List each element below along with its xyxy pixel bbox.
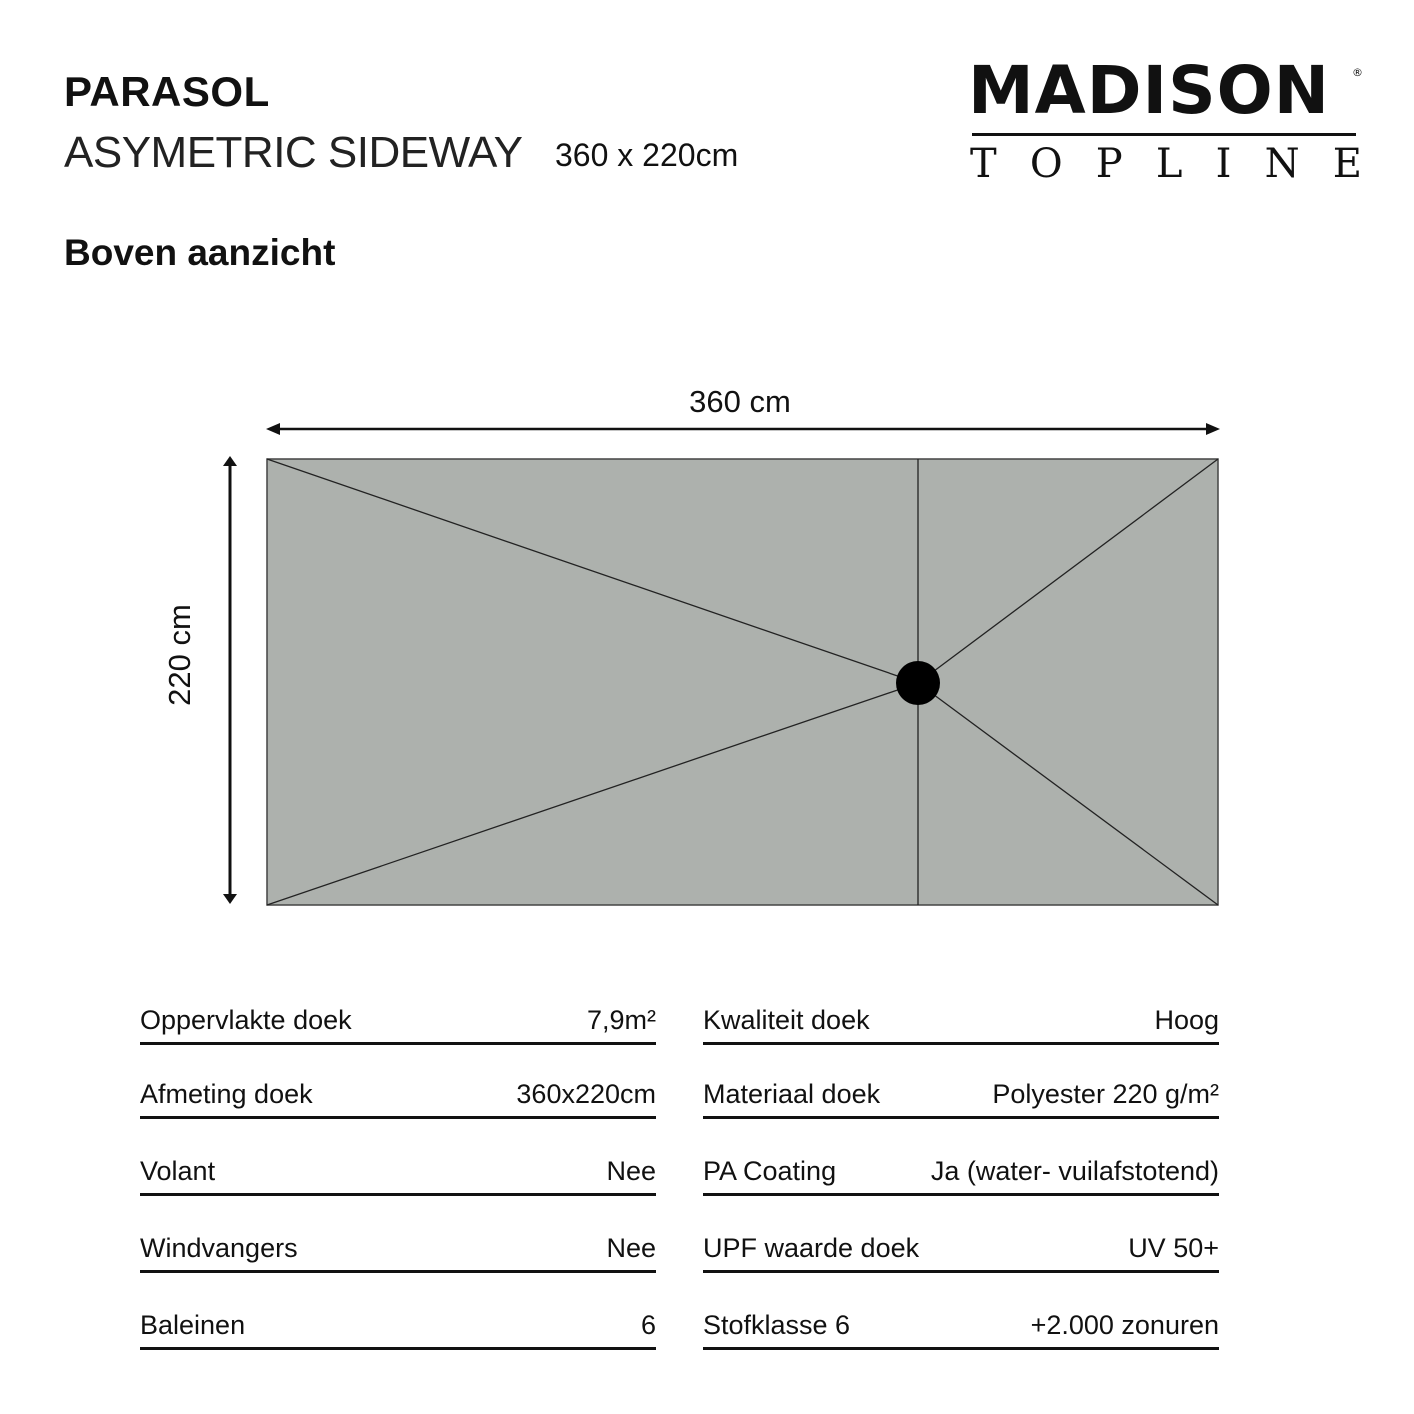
spec-row: [140, 995, 656, 1045]
spec-value: Nee: [606, 1233, 656, 1263]
tagline-letter: E: [1332, 141, 1362, 187]
spec-label: Stofklasse 6: [703, 1310, 851, 1340]
spec-value: UV 50+: [1128, 1233, 1219, 1263]
width-label: 360 cm: [689, 384, 791, 419]
spec-row: [703, 1146, 1219, 1196]
spec-label: PA Coating: [703, 1156, 837, 1186]
spec-value: 6: [640, 1310, 656, 1340]
width-dimension-arrow: [266, 423, 1220, 435]
product-subtitle: ASYMETRIC SIDEWAY: [64, 128, 523, 177]
tagline-letter: N: [1264, 141, 1300, 187]
spec-value: Nee: [606, 1156, 656, 1186]
brand-logo-name: MADISON: [968, 52, 1330, 129]
tagline-letter: P: [1095, 141, 1123, 187]
spec-row: [703, 995, 1219, 1045]
spec-value: Ja (water- vuilafstotend): [930, 1156, 1219, 1186]
spec-row: [703, 1300, 1219, 1350]
tagline-letter: I: [1215, 141, 1232, 187]
tagline-letter: L: [1155, 141, 1183, 187]
spec-row: [703, 1069, 1219, 1119]
spec-label: Volant: [140, 1156, 216, 1186]
spec-row: [140, 1223, 656, 1273]
spec-row: [703, 1223, 1219, 1273]
spec-value: Hoog: [1154, 1005, 1219, 1035]
product-title: PARASOL: [64, 68, 270, 115]
tagline-letter: O: [1029, 141, 1063, 187]
spec-label: UPF waarde doek: [703, 1233, 920, 1263]
product-size: 360 x 220cm: [555, 137, 739, 173]
height-label: 220 cm: [162, 604, 197, 706]
spec-label: Materiaal doek: [703, 1079, 881, 1109]
spec-row: [140, 1069, 656, 1119]
spec-row: [140, 1300, 656, 1350]
spec-label: Windvangers: [140, 1233, 298, 1263]
spec-value: 360x220cm: [516, 1079, 656, 1109]
pole-point: [896, 661, 940, 705]
tagline-letter: T: [970, 141, 997, 187]
spec-label: Kwaliteit doek: [703, 1005, 870, 1035]
section-title: Boven aanzicht: [64, 232, 336, 273]
spec-value: 7,9m²: [586, 1005, 656, 1035]
registered-mark: ®: [1352, 66, 1363, 79]
canopy: [267, 459, 1218, 905]
spec-value: Polyester 220 g/m²: [992, 1079, 1219, 1109]
height-dimension-arrow: [223, 456, 237, 904]
spec-label: Baleinen: [140, 1310, 246, 1340]
spec-label: Oppervlakte doek: [140, 1005, 352, 1035]
spec-row: [140, 1146, 656, 1196]
spec-label: Afmeting doek: [140, 1079, 313, 1109]
spec-value: +2.000 zonuren: [1030, 1310, 1219, 1340]
